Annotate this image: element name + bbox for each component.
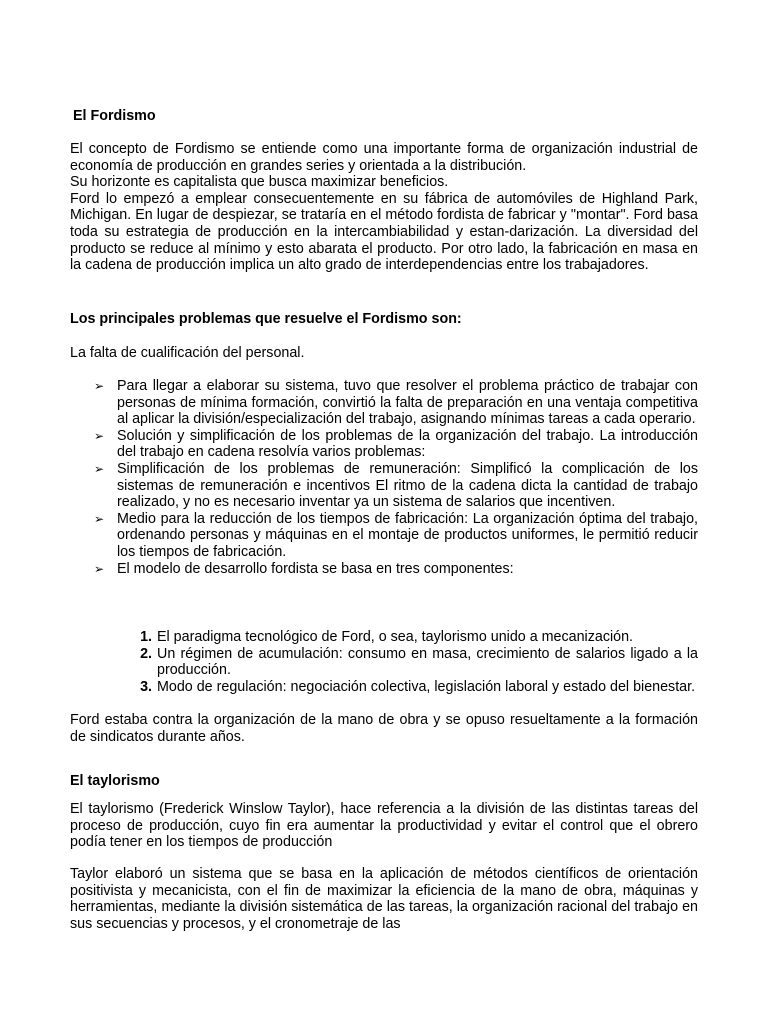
- fordismo-paragraph-2: Su horizonte es capitalista que busca maximizar beneficios.: [70, 174, 449, 191]
- arrow-bullet-icon: ➢: [94, 461, 105, 476]
- fordismo-paragraph-3: Ford lo empezó a emplear consecuentemente en su fábrica de automóviles de Highland Park, Michigan. En lugar de despiezar, se trataría en el método fordista de fabricar y "montar". Ford basa toda su estrategia de producción en la intercambiabilidad y estan-darización. La diversidad del producto se reduce al mínimo y esto abarata el producto. Por otro lado, la fabricación en masa en la cadena de producción implica un alto grado de interdependencias entre los trabajadores.: [70, 190, 698, 274]
- ford-sindicatos-paragraph: Ford estaba contra la organización de la mano de obra y se opuso resueltamente a la formación de sindicatos durante años.: [70, 712, 698, 745]
- components-list: [140, 629, 698, 695]
- bullet-item-3: ➢ Simplificación de los problemas de remuneración: Simplificó la complicación de los sistemas de remuneración e incentivos El ritmo de la cadena dicta la cantidad de trabajo realizado, y no es necesario inventar ya un sistema de salarios que incentiven.: [94, 460, 698, 511]
- component-item-3: 3. Modo de regulación: negociación colectiva, legislación laboral y estado del bienestar.: [140, 678, 696, 695]
- bullet-item-5: ➢ El modelo de desarrollo fordista se basa en tres componentes:: [94, 560, 514, 577]
- arrow-bullet-icon: ➢: [94, 561, 105, 576]
- arrow-bullet-icon: ➢: [94, 511, 105, 526]
- arrow-bullet-icon: ➢: [94, 379, 105, 393]
- taylorismo-title: El taylorismo: [70, 773, 160, 789]
- fordismo-title: El Fordismo: [73, 108, 156, 124]
- bullet-list: [70, 378, 698, 577]
- component-item-2: 2. Un régimen de acumulación: consumo en masa, crecimiento de salarios ligado a la producción.: [140, 645, 698, 679]
- problemas-heading: Los principales problemas que resuelve el Fordismo son:: [70, 311, 462, 327]
- taylorismo-paragraph-1: El taylorismo (Frederick Winslow Taylor), hace referencia a la división de las distintas tareas del proceso de producción, cuyo fin era aumentar la productividad y evitar el control que el obrero podía tener en los tiempos de producción: [70, 801, 698, 851]
- arrow-bullet-icon: ➢: [94, 428, 105, 443]
- component-item-1: 1. El paradigma tecnológico de Ford, o sea, taylorismo unido a mecanización.: [140, 629, 634, 645]
- fordismo-paragraph-1: El concepto de Fordismo se entiende como una importante forma de organización industrial de economía de producción en grandes series y orientada a la distribución.: [70, 141, 698, 174]
- cualificacion-text: La falta de cualificación del personal.: [70, 345, 305, 361]
- taylorismo-paragraph-2: Taylor elaboró un sistema que se basa en la aplicación de métodos científicos de orientación positivista y mecanicista, con el fin de maximizar la eficiencia de la mano de obra, máquinas y herramientas, mediante la división sistemática de las tareas, la organización racional del trabajo en sus secuencias y procesos, y el cronometraje de las: [70, 866, 698, 932]
- bullet-item-2: ➢ Solución y simplificación de los problemas de la organización del trabajo. La introducción del trabajo en cadena resolvía varios problemas:: [94, 427, 698, 461]
- bullet-item-4: ➢ Medio para la reducción de los tiempos de fabricación: La organización óptima del trabajo, ordenando personas y máquinas en el montaje de productos uniformes, le permitió reducir los tiempos de fabricación.: [94, 510, 698, 560]
- bullet-item-1: ➢ Para llegar a elaborar su sistema, tuvo que resolver el problema práctico de trabajar con personas de mínima formación, convirtió la falta de preparación en una ventaja competitiva al aplicar la división/especialización del trabajo, asignando mínimas tareas a cada operario.: [94, 378, 698, 428]
